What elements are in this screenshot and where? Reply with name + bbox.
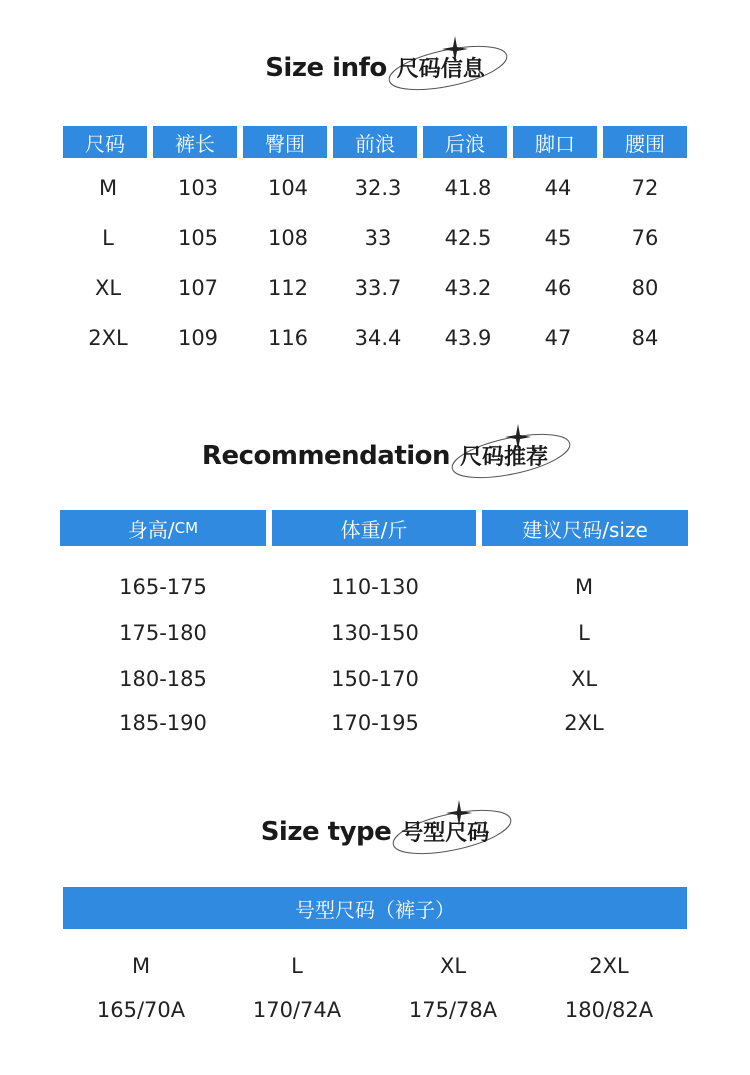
header-cell: 腰围 <box>603 126 687 158</box>
table-row <box>63 320 687 356</box>
size-info-title <box>0 52 750 83</box>
recommendation-title-cn: 尺码推荐 <box>460 445 549 470</box>
table-cell: 33.7 <box>354 276 402 300</box>
table-cell: 170-195 <box>331 711 419 735</box>
size-type-title <box>0 816 750 847</box>
size-info-title-cn: 尺码信息 <box>396 57 485 82</box>
size-type-title-cn: 号型尺码 <box>401 821 490 846</box>
table-cell: L <box>578 621 590 645</box>
size-type-title-en: Size type <box>260 816 392 847</box>
header-cell-size: 建议尺码/size <box>482 510 688 546</box>
table-row <box>60 706 684 740</box>
size-info-header-row <box>63 126 687 158</box>
table-cell: 72 <box>631 176 659 200</box>
size-type-header: 号型尺码（裤子） <box>63 887 687 929</box>
table-cell: 2XL <box>564 711 604 735</box>
table-cell: 103 <box>177 176 219 200</box>
table-cell: 41.8 <box>444 176 492 200</box>
table-cell: 170/74A <box>252 998 342 1022</box>
table-cell: 84 <box>631 326 659 350</box>
table-cell: 104 <box>267 176 309 200</box>
table-cell: 110-130 <box>331 575 419 599</box>
table-row <box>63 220 687 256</box>
recommendation-title-en: Recommendation <box>201 440 451 471</box>
table-row <box>60 570 684 604</box>
table-row <box>63 270 687 306</box>
table-cell: 2XL <box>589 954 629 978</box>
table-row <box>63 948 687 984</box>
table-cell: L <box>291 954 303 978</box>
header-cell: 臀围 <box>243 126 327 158</box>
table-cell: L <box>102 226 114 250</box>
table-cell: M <box>574 575 594 599</box>
table-cell: XL <box>570 667 598 691</box>
table-cell: 76 <box>631 226 659 250</box>
header-cell-weight: 体重/斤 <box>272 510 476 546</box>
header-cell-height: 身高/ CM <box>60 510 266 546</box>
table-cell: 32.3 <box>354 176 402 200</box>
size-info-title-en: Size info <box>265 52 387 83</box>
table-cell: 180-185 <box>119 667 207 691</box>
table-row <box>60 616 684 650</box>
table-cell: 46 <box>544 276 572 300</box>
table-row <box>63 170 687 206</box>
recommendation-title <box>0 440 750 471</box>
size-type-header-row <box>63 887 687 929</box>
table-cell: 150-170 <box>331 667 419 691</box>
recommendation-header-row <box>60 510 688 546</box>
table-cell: 175-180 <box>119 621 207 645</box>
table-cell: M <box>131 954 151 978</box>
header-cell: 后浪 <box>423 126 507 158</box>
table-cell: 107 <box>177 276 219 300</box>
header-cell: 裤长 <box>153 126 237 158</box>
table-cell: 109 <box>177 326 219 350</box>
header-cell: 脚口 <box>513 126 597 158</box>
table-cell: 43.9 <box>444 326 492 350</box>
table-cell: 180/82A <box>564 998 654 1022</box>
table-cell: 34.4 <box>354 326 402 350</box>
table-cell: 33 <box>364 226 392 250</box>
table-cell: 42.5 <box>444 226 492 250</box>
table-cell: 43.2 <box>444 276 492 300</box>
table-cell: 45 <box>544 226 572 250</box>
table-cell: 116 <box>267 326 309 350</box>
table-row <box>63 992 687 1028</box>
table-cell: 44 <box>544 176 572 200</box>
table-cell: XL <box>94 276 122 300</box>
table-cell: 185-190 <box>119 711 207 735</box>
header-cell: 尺码 <box>63 126 147 158</box>
header-cell: 前浪 <box>333 126 417 158</box>
table-cell: 47 <box>544 326 572 350</box>
table-cell: 108 <box>267 226 309 250</box>
table-cell: 2XL <box>88 326 128 350</box>
table-cell: M <box>98 176 118 200</box>
table-cell: 165/70A <box>96 998 186 1022</box>
table-cell: 80 <box>631 276 659 300</box>
table-cell: 130-150 <box>331 621 419 645</box>
table-cell: 175/78A <box>408 998 498 1022</box>
table-cell: 112 <box>267 276 309 300</box>
table-row <box>60 662 684 696</box>
table-cell: 105 <box>177 226 219 250</box>
table-cell: 165-175 <box>119 575 207 599</box>
table-cell: XL <box>439 954 467 978</box>
